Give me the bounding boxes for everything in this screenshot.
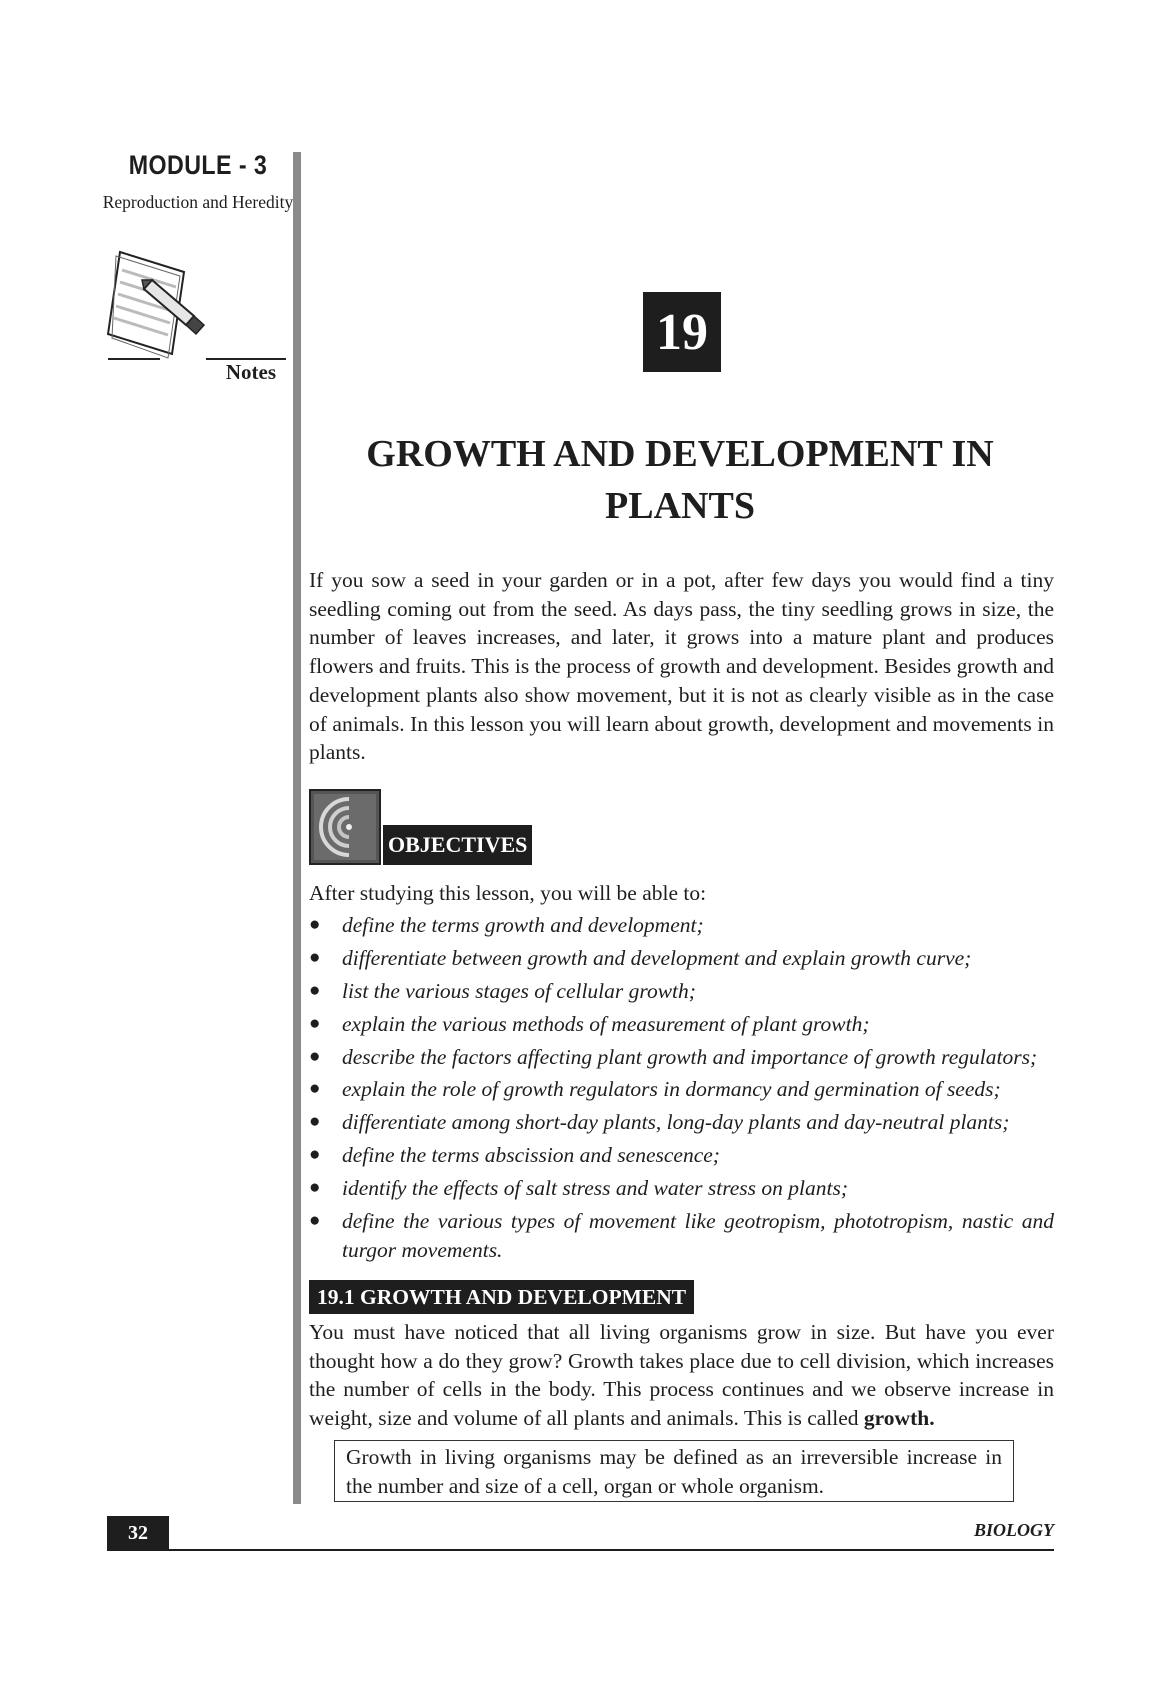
module-title: MODULE - 3	[128, 150, 268, 180]
bullet: ●	[309, 1078, 321, 1100]
list-item	[309, 944, 1054, 973]
objectives-target-icon	[309, 789, 381, 865]
list-item	[309, 911, 1054, 940]
objective-text: explain the role of growth regulators in dormancy and germination of seeds;	[342, 1077, 1001, 1102]
objective-text: list the various stages of cellular growth;	[342, 978, 696, 1003]
objective-text: differentiate between growth and development and explain growth curve;	[342, 945, 972, 970]
section-paragraph	[309, 1318, 1054, 1433]
list-item	[309, 1108, 1054, 1137]
section-heading: 19.1 GROWTH AND DEVELOPMENT	[309, 1280, 694, 1314]
objectives-intro: After studying this lesson, you will be able to:	[309, 881, 707, 905]
bullet: ●	[309, 979, 321, 1001]
footer-subject: BIOLOGY	[974, 1520, 1054, 1540]
bullet: ●	[309, 1012, 321, 1034]
margin-divider	[293, 152, 301, 1504]
definition-box: Growth in living organisms may be defined as an irreversible increase in the number and size of a cell, organ or whole organism.	[334, 1440, 1014, 1502]
objective-text: define the terms growth and development;	[342, 913, 704, 937]
notepad-pencil-icon	[106, 246, 216, 368]
list-item	[309, 1043, 1054, 1072]
bullet: ●	[309, 914, 321, 935]
objective-text: describe the factors affecting plant growth and importance of growth regulators;	[342, 1044, 1038, 1069]
bullet: ●	[309, 1144, 321, 1166]
objective-text: define the various types of movement like geotropism, phototropism, nastic and turgor movements.	[342, 1209, 1054, 1262]
list-item	[309, 1075, 1054, 1104]
list-item	[309, 1207, 1054, 1264]
footer-rule	[107, 1549, 1054, 1551]
bullet: ●	[309, 946, 321, 968]
chapter-number: 19	[643, 292, 721, 372]
objectives-list	[309, 911, 1054, 1269]
list-item	[309, 1010, 1054, 1039]
list-item	[309, 977, 1054, 1006]
objective-text: differentiate among short-day plants, long-day plants and day-neutral plants;	[342, 1110, 1010, 1135]
page-number: 32	[107, 1516, 169, 1550]
module-subtitle: Reproduction and Heredity	[102, 192, 294, 212]
bullet: ●	[309, 1045, 321, 1067]
bullet: ●	[309, 1177, 321, 1199]
section-paragraph-bold: growth.	[863, 1406, 935, 1431]
objective-text: define the terms abscission and senescence;	[342, 1143, 720, 1168]
section-paragraph-text: You must have noticed that all living organisms grow in size. But have you ever thought how a do they grow? Growth takes place due to cell division, which increases the number of cells in the body. This process continues and we observe increase in weight, size and volume of all plants and animals. This is called	[309, 1320, 1054, 1431]
bullet: ●	[309, 1111, 321, 1133]
list-item	[309, 1141, 1054, 1170]
objective-text: explain the various methods of measurement of plant growth;	[342, 1011, 870, 1036]
objective-text: identify the effects of salt stress and water stress on plants;	[342, 1176, 849, 1201]
objectives-label: OBJECTIVES	[383, 825, 532, 865]
intro-paragraph: If you sow a seed in your garden or in a pot, after few days you would find a tiny seedling coming out from the seed. As days pass, the tiny seedling grows in size, the number of leaves increases, and later, it grows into a mature plant and produces flowers and fruits. This is the process of growth and development. Besides growth and development plants also show movement, but it is not as clearly visible as in the case of animals. In this lesson you will learn about growth, development and movements in plants.	[309, 568, 1054, 765]
chapter-title: GROWTH AND DEVELOPMENT IN PLANTS	[366, 433, 994, 527]
notes-rule-left	[108, 358, 160, 360]
notes-label: Notes	[225, 360, 276, 384]
list-item	[309, 1174, 1054, 1203]
bullet: ●	[309, 1210, 321, 1232]
